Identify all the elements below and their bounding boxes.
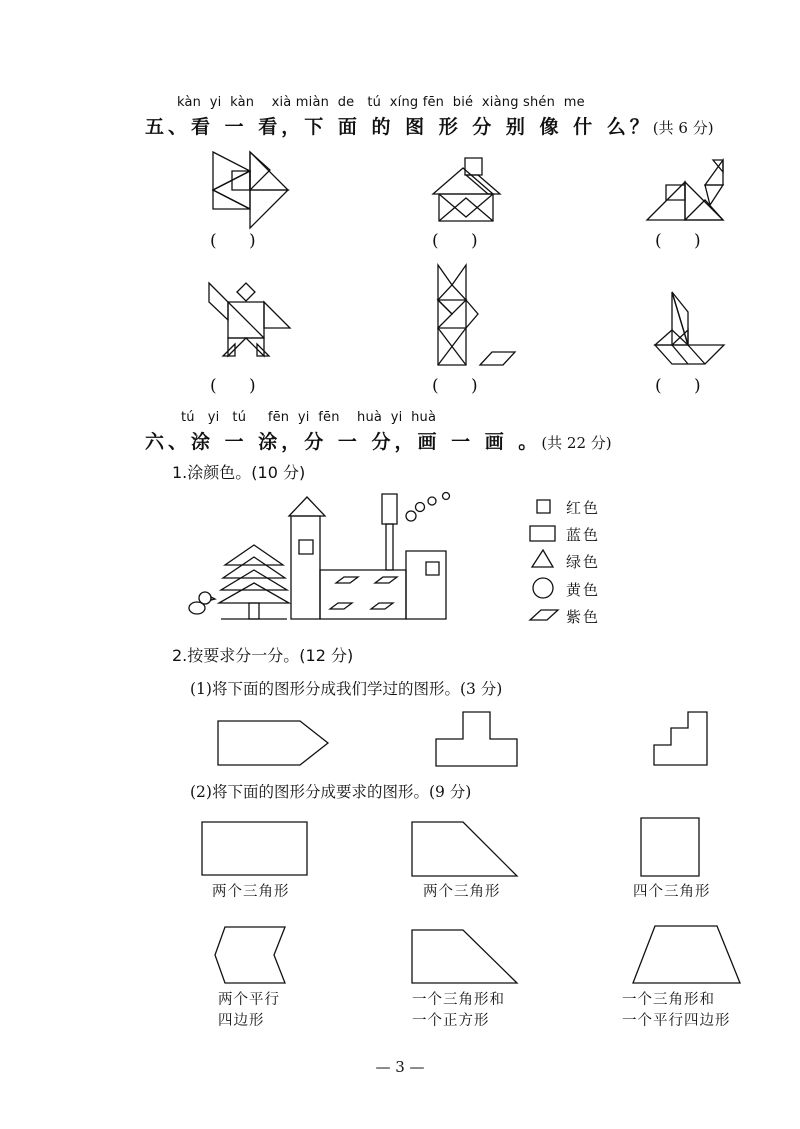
answer-blank-3[interactable]: ( ) bbox=[655, 231, 701, 251]
answer-blank-6[interactable]: ( ) bbox=[655, 376, 701, 396]
caption-4-line1: 两个平行 bbox=[218, 992, 280, 1008]
legend-label-purple: 紫色 bbox=[566, 608, 601, 626]
square-shape[interactable] bbox=[641, 818, 699, 876]
section6-score: (共 22 分) bbox=[541, 434, 612, 452]
legend-label-yellow: 黄色 bbox=[566, 581, 601, 599]
answer-blank-1[interactable]: ( ) bbox=[210, 231, 256, 251]
caption-3: 四个三角形 bbox=[633, 884, 711, 900]
section5-title-text: 五、看 一 看，下 面 的 图 形 分 别 像 什 么？ bbox=[145, 116, 653, 138]
part1-title: 1.涂颜色。(10 分) bbox=[172, 463, 306, 482]
page-number: — 3 — bbox=[375, 1058, 425, 1076]
answer-blank-5[interactable]: ( ) bbox=[432, 376, 478, 396]
part2-title: 2.按要求分一分。(12 分) bbox=[172, 646, 354, 665]
legend-label-green: 绿色 bbox=[566, 553, 601, 571]
right-trapezoid-shape-2[interactable] bbox=[412, 930, 517, 983]
caption-5-line2: 一个正方形 bbox=[412, 1013, 490, 1029]
stair-shape[interactable] bbox=[654, 712, 707, 765]
caption-6 bbox=[622, 990, 731, 1032]
isosceles-trapezoid-shape[interactable] bbox=[633, 926, 740, 983]
t-shape[interactable] bbox=[436, 712, 517, 766]
legend-label-blue: 蓝色 bbox=[566, 526, 601, 544]
section6-pinyin: tú yi tú fēn yi fēn huà yi huà bbox=[181, 410, 437, 425]
caption-4-line2: 四边形 bbox=[218, 1013, 265, 1029]
right-trapezoid-shape[interactable] bbox=[412, 822, 517, 876]
part2-q2: (2)将下面的图形分成要求的图形。(9 分) bbox=[190, 783, 472, 801]
rectangle-shape[interactable] bbox=[202, 822, 307, 875]
section6-title-text: 六、涂 一 涂，分 一 分，画 一 画 。 bbox=[145, 431, 542, 453]
section5-score: (共 6 分) bbox=[652, 119, 714, 137]
answer-blank-2[interactable]: ( ) bbox=[432, 231, 478, 251]
caption-5 bbox=[412, 990, 505, 1032]
legend-label-red: 红色 bbox=[566, 499, 601, 517]
pentagon-arrow-shape[interactable] bbox=[218, 721, 328, 765]
caption-2: 两个三角形 bbox=[423, 884, 501, 900]
section5-pinyin: kàn yi kàn xià miàn de tú xíng fēn bié xiàng shén me bbox=[177, 95, 585, 110]
caption-4 bbox=[218, 990, 280, 1032]
caption-6-line1: 一个三角形和 bbox=[622, 992, 715, 1008]
part2-q1: (1)将下面的图形分成我们学过的图形。(3 分) bbox=[190, 680, 503, 698]
caption-6-line2: 一个平行四边形 bbox=[622, 1013, 731, 1029]
chevron-hexagon-shape[interactable] bbox=[215, 927, 285, 983]
caption-5-line1: 一个三角形和 bbox=[412, 992, 505, 1008]
caption-1: 两个三角形 bbox=[212, 884, 290, 900]
answer-blank-4[interactable]: ( ) bbox=[210, 376, 256, 396]
